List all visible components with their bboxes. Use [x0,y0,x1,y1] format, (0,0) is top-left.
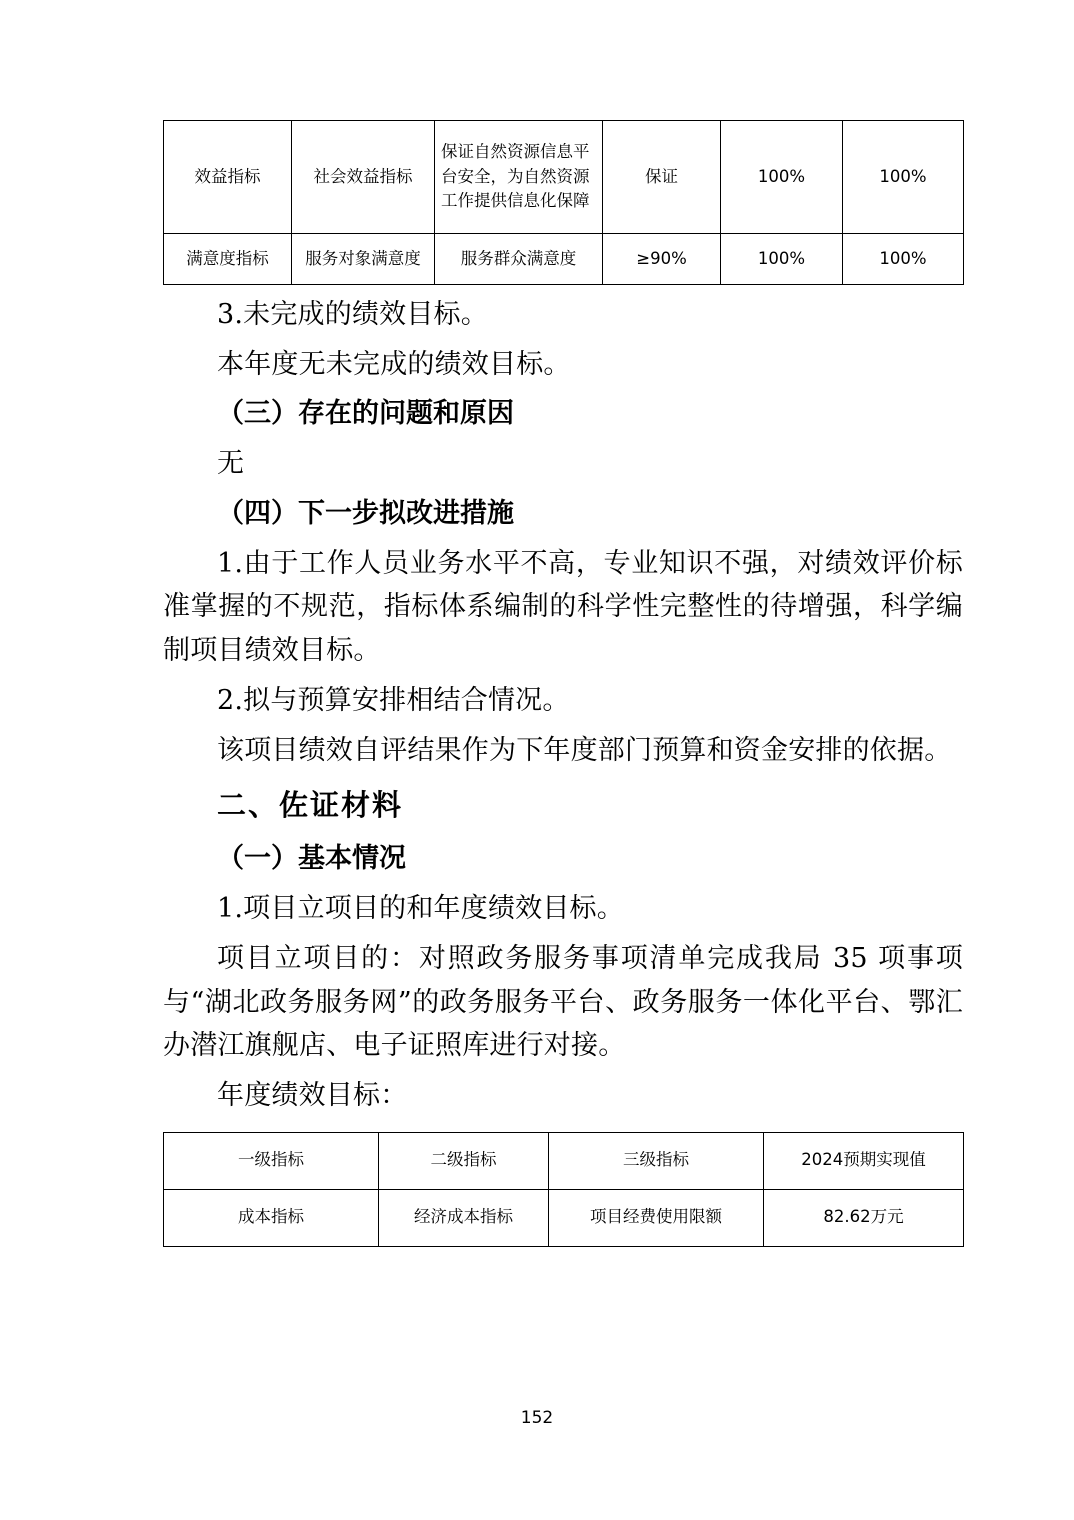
paragraph-problems-none: 无 [217,448,245,480]
paragraph-unfinished-goals-text: 本年度无未完成的绩效目标。 [217,348,571,380]
table-header-row [164,1132,964,1189]
heading-problems-and-causes: （三）存在的问题和原因 [217,398,514,430]
table-row [164,1189,964,1246]
paragraph-project-purpose-title: 1.项目立项目的和年度绩效目标。 [217,893,624,925]
cell-actual: 100% [721,234,843,285]
header-level3: 三级指标 [549,1132,764,1189]
cell-level2: 经济成本指标 [379,1189,549,1246]
heading-improvement-measures: （四）下一步拟改进措施 [217,497,514,529]
header-level2: 二级指标 [379,1132,549,1189]
cell-level3: 项目经费使用限额 [549,1189,764,1246]
annual-performance-goal-table [163,1132,964,1247]
cell-level2: 社会效益指标 [292,121,435,234]
cell-expected-value: 82.62万元 [764,1189,964,1246]
table-row [164,121,964,234]
cell-level1: 成本指标 [164,1189,379,1246]
heading-supporting-materials: 二、佐证材料 [217,788,404,823]
paragraph-measure-2-title: 2.拟与预算安排相结合情况。 [217,684,570,716]
cell-level3: 保证自然资源信息平台安全，为自然资源工作提供信息化保障 [435,121,603,234]
cell-level2: 服务对象满意度 [292,234,435,285]
cell-target: 保证 [603,121,721,234]
heading-basic-situation: （一）基本情况 [217,843,406,875]
cell-actual: 100% [721,121,843,234]
cell-level1: 效益指标 [164,121,292,234]
page-number: 152 [520,1408,554,1428]
paragraph-measure-2-text: 该项目绩效自评结果作为下年度部门预算和资金安排的依据。 [217,734,952,766]
cell-target: ≥90% [603,234,721,285]
paragraph-annual-goals-label: 年度绩效目标： [217,1079,408,1111]
paragraph-measure-1: 1.由于工作人员业务水平不高，专业知识不强，对绩效评价标准掌握的不规范，指标体系编制的科学性完整性的待增强，科学编制项目绩效目标。 [163,547,963,667]
page-content [163,120,963,1247]
cell-score: 100% [843,234,964,285]
performance-indicator-table [163,120,964,285]
table-row [164,234,964,285]
paragraph-unfinished-goals-title: 3.未完成的绩效目标。 [217,299,488,330]
paragraph-project-purpose-text: 项目立项目的：对照政务服务事项清单完成我局 35 项事项与“湖北政务服务网”的政务服务平台、政务服务一体化平台、鄂汇办潜江旗舰店、电子证照库进行对接。 [163,942,963,1062]
header-expected-value: 2024预期实现值 [764,1132,964,1189]
cell-level3: 服务群众满意度 [435,234,603,285]
header-level1: 一级指标 [164,1132,379,1189]
cell-level1: 满意度指标 [164,234,292,285]
cell-score: 100% [843,121,964,234]
